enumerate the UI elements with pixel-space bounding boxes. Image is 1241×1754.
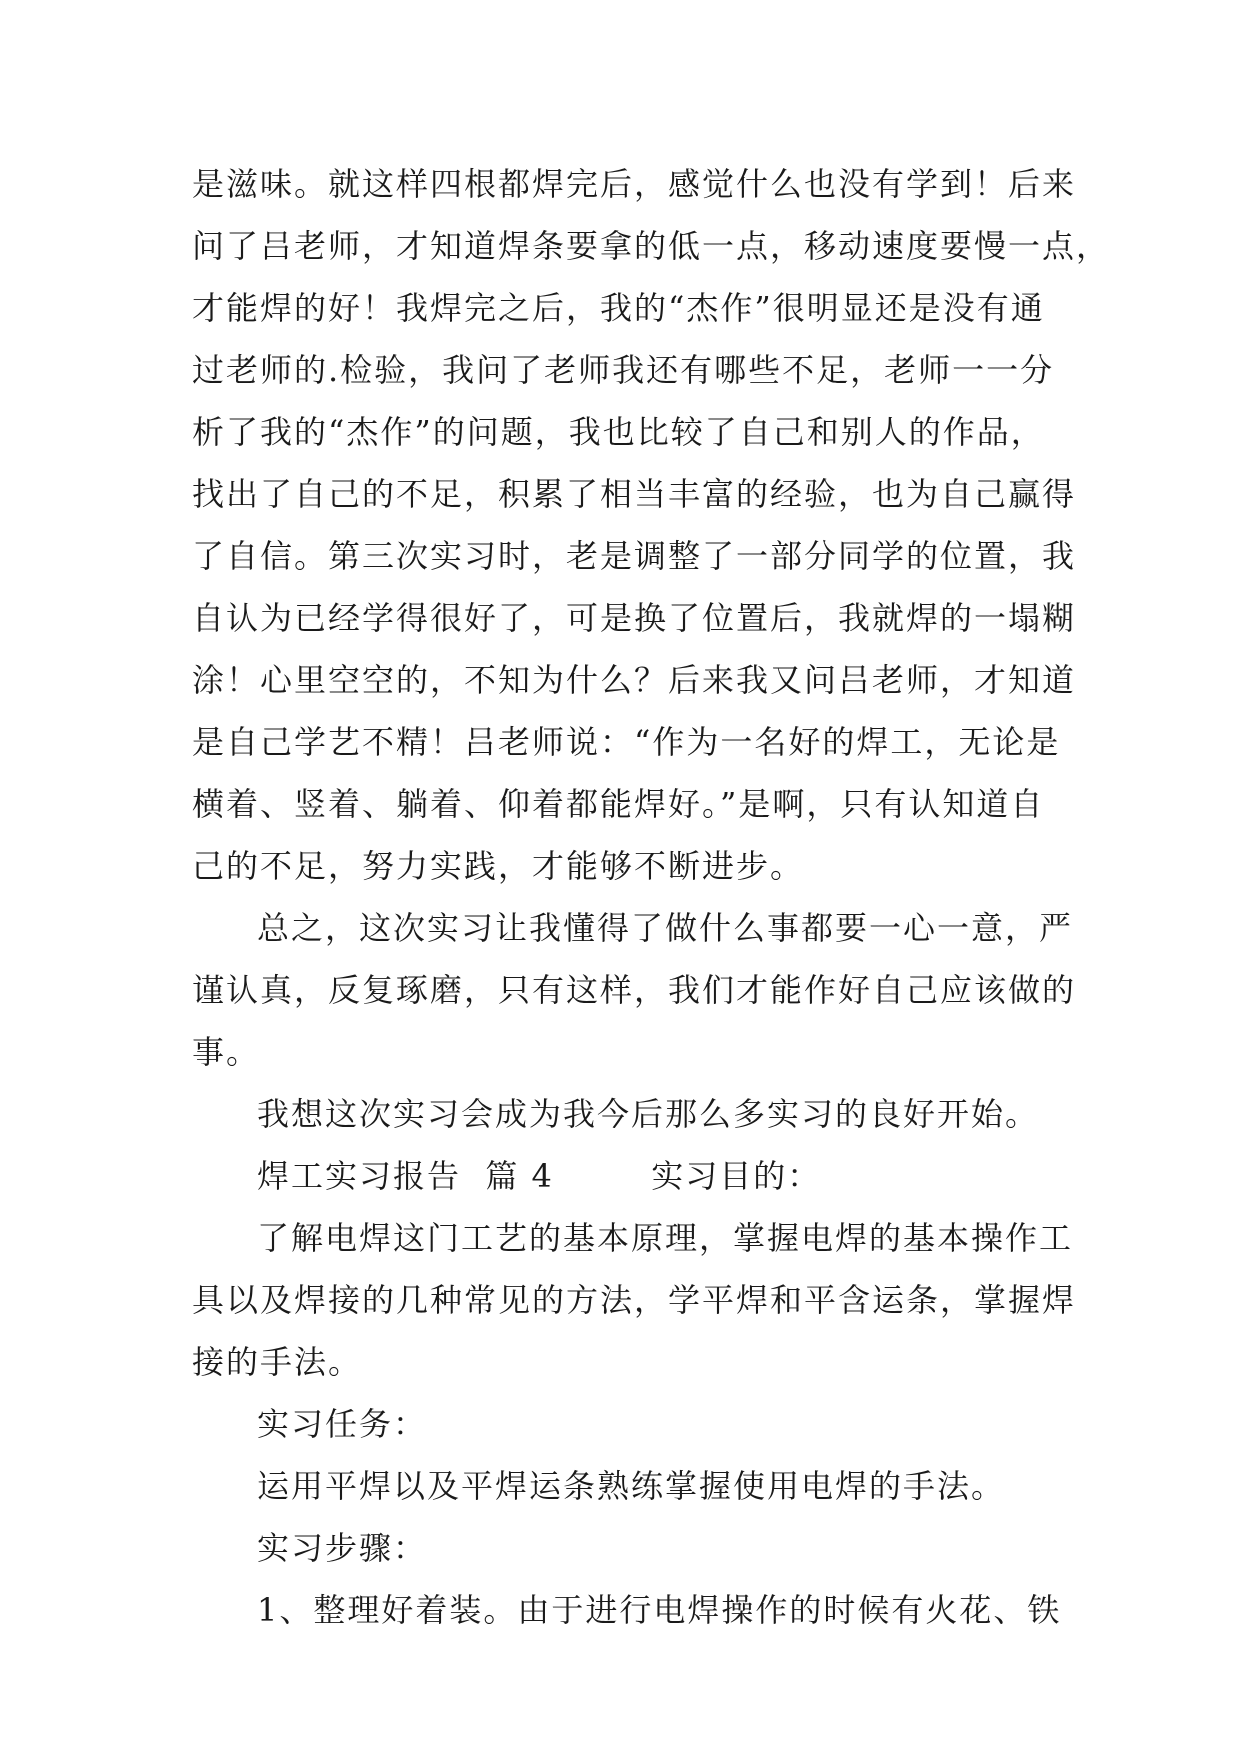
text-line: 找出了自己的不足，积累了相当丰富的经验，也为自己赢得 — [192, 475, 1077, 513]
text-line: 析了我的“杰作”的问题，我也比较了自己和别人的作品， — [192, 413, 1045, 451]
text-line: 是滋味。就这样四根都焊完后，感觉什么也没有学到！后来 — [192, 165, 1077, 203]
paragraph-start-line: 运用平焊以及平焊运条熟练掌握使用电焊的手法。 — [257, 1467, 1006, 1505]
text-line: 是自己学艺不精！吕老师说：“作为一名好的焊工，无论是 — [192, 723, 1061, 761]
text-line: 己的不足，努力实践，才能够不断进步。 — [192, 847, 805, 885]
text-line: 具以及焊接的几种常见的方法，学平焊和平含运条，掌握焊 — [192, 1281, 1077, 1319]
text-line: 横着、竖着、躺着、仰着都能焊好。”是啊，只有认知道自 — [192, 785, 1045, 823]
text-line: 接的手法。 — [192, 1343, 363, 1381]
text-line: 谨认真，反复琢磨，只有这样，我们才能作好自己应该做的 — [192, 971, 1077, 1009]
paragraph-start-line: 我想这次实习会成为我今后那么多实习的良好开始。 — [257, 1095, 1040, 1133]
subheading-line: 实习任务： — [257, 1405, 428, 1443]
paragraph-start-line: 总之，这次实习让我懂得了做什么事都要一心一意，严 — [257, 909, 1074, 947]
text-line: 自认为已经学得很好了，可是换了位置后，我就焊的一塌糊 — [192, 599, 1077, 637]
text-line: 事。 — [192, 1033, 261, 1071]
text-line: 才能焊的好！我焊完之后，我的“杰作”很明显还是没有通 — [192, 289, 1045, 327]
text-line: 了自信。第三次实习时，老是调整了一部分同学的位置，我 — [192, 537, 1077, 575]
text-line: 涂！心里空空的，不知为什么？后来我又问吕老师，才知道 — [192, 661, 1077, 699]
section-heading: 焊工实习报告 篇 4 实习目的： — [257, 1157, 822, 1195]
paragraph-start-line: 1、整理好着装。由于进行电焊操作的时候有火花、铁 — [257, 1591, 1062, 1629]
paragraph-start-line: 了解电焊这门工艺的基本原理，掌握电焊的基本操作工 — [257, 1219, 1074, 1257]
text-line: 问了吕老师，才知道焊条要拿的低一点，移动速度要慢一点， — [192, 227, 1111, 265]
subheading-line: 实习步骤： — [257, 1529, 428, 1567]
text-line: 过老师的.检验，我问了老师我还有哪些不足，老师一一分 — [192, 351, 1055, 389]
